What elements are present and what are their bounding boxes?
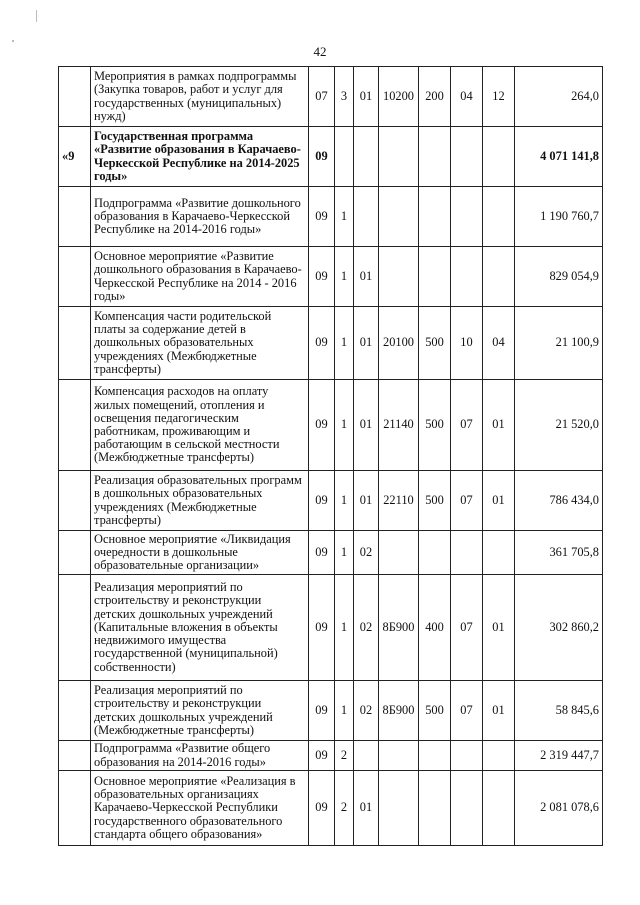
code-col-7 xyxy=(483,531,515,575)
expense-type-code xyxy=(419,247,451,307)
code-col-7 xyxy=(483,247,515,307)
expense-type-code: 500 xyxy=(419,307,451,380)
section-code: 09 xyxy=(309,681,335,741)
code-col-7: 01 xyxy=(483,471,515,531)
page-number: 42 xyxy=(313,44,327,59)
program-code: 01 xyxy=(354,471,379,531)
section-code: 09 xyxy=(309,307,335,380)
table-row xyxy=(59,771,603,846)
target-article-code: 8Б900 xyxy=(379,575,419,681)
code-col-7: 01 xyxy=(483,380,515,471)
table-row xyxy=(59,741,603,771)
program-code xyxy=(354,127,379,187)
expense-type-code: 400 xyxy=(419,575,451,681)
code-col-6 xyxy=(451,531,483,575)
item-name: Основное мероприятие «Развитие дошкольного образования в Карачаево-Черкесской Республике на 2014 - 2016 годы» xyxy=(91,247,309,307)
target-article-code: 21140 xyxy=(379,380,419,471)
section-code: 09 xyxy=(309,127,335,187)
item-name: Основное мероприятие «Реализация в образовательных организациях Карачаево-Черкесской Республики государственного образовательного стандарта общего образования» xyxy=(91,771,309,846)
row-number xyxy=(59,771,91,846)
code-col-6: 07 xyxy=(451,380,483,471)
table-row xyxy=(59,380,603,471)
subsection-code: 1 xyxy=(335,531,354,575)
row-number xyxy=(59,741,91,771)
code-col-7: 04 xyxy=(483,307,515,380)
amount: 1 190 760,7 xyxy=(515,187,603,247)
expense-type-code xyxy=(419,531,451,575)
amount: 302 860,2 xyxy=(515,575,603,681)
scan-artifact xyxy=(12,40,14,42)
amount: 786 434,0 xyxy=(515,471,603,531)
code-col-6 xyxy=(451,771,483,846)
subsection-code: 2 xyxy=(335,771,354,846)
expense-type-code xyxy=(419,741,451,771)
section-code: 09 xyxy=(309,741,335,771)
row-number xyxy=(59,307,91,380)
item-name: Компенсация расходов на оплату жилых помещений, отопления и освещения педагогическим работникам, проживающим и работающим в сельской местности (Межбюджетные трансферты) xyxy=(91,380,309,471)
expense-type-code: 500 xyxy=(419,380,451,471)
item-name: Мероприятия в рамках подпрограммы (Закупка товаров, работ и услуг для государственных (муниципальных) нужд) xyxy=(91,67,309,127)
section-code: 09 xyxy=(309,471,335,531)
section-code: 09 xyxy=(309,575,335,681)
item-name: Государственная программа «Развитие образования в Карачаево-Черкесской Республике на 2014-2025 годы» xyxy=(91,127,309,187)
expense-type-code: 500 xyxy=(419,471,451,531)
code-col-7 xyxy=(483,741,515,771)
code-col-6 xyxy=(451,187,483,247)
amount: 4 071 141,8 xyxy=(515,127,603,187)
expense-type-code: 500 xyxy=(419,681,451,741)
table-row xyxy=(59,307,603,380)
item-name: Основное мероприятие «Ликвидация очередности в дошкольные образовательные организации» xyxy=(91,531,309,575)
code-col-7 xyxy=(483,771,515,846)
program-code: 02 xyxy=(354,681,379,741)
amount: 2 081 078,6 xyxy=(515,771,603,846)
program-code: 02 xyxy=(354,575,379,681)
table-row xyxy=(59,187,603,247)
code-col-6: 04 xyxy=(451,67,483,127)
target-article-code: 8Б900 xyxy=(379,681,419,741)
program-code xyxy=(354,187,379,247)
subsection-code: 1 xyxy=(335,380,354,471)
section-code: 09 xyxy=(309,187,335,247)
program-code: 01 xyxy=(354,67,379,127)
target-article-code xyxy=(379,187,419,247)
code-col-7: 01 xyxy=(483,681,515,741)
table-row xyxy=(59,127,603,187)
subsection-code: 3 xyxy=(335,67,354,127)
target-article-code xyxy=(379,531,419,575)
amount: 21 520,0 xyxy=(515,380,603,471)
target-article-code xyxy=(379,771,419,846)
row-number xyxy=(59,471,91,531)
code-col-6: 07 xyxy=(451,471,483,531)
table-row xyxy=(59,575,603,681)
row-number xyxy=(59,531,91,575)
code-col-6 xyxy=(451,127,483,187)
code-col-7 xyxy=(483,187,515,247)
program-code: 01 xyxy=(354,307,379,380)
amount: 361 705,8 xyxy=(515,531,603,575)
amount: 58 845,6 xyxy=(515,681,603,741)
item-name: Реализация мероприятий по строительству и реконструкции детских дошкольных учреждений (Межбюджетные трансферты) xyxy=(91,681,309,741)
code-col-6: 10 xyxy=(451,307,483,380)
budget-table xyxy=(58,66,603,846)
code-col-6 xyxy=(451,741,483,771)
row-number: «9 xyxy=(59,127,91,187)
section-code: 09 xyxy=(309,247,335,307)
item-name: Подпрограмма «Развитие общего образования на 2014-2016 годы» xyxy=(91,741,309,771)
target-article-code xyxy=(379,247,419,307)
table-row xyxy=(59,531,603,575)
expense-type-code xyxy=(419,187,451,247)
expense-type-code xyxy=(419,771,451,846)
amount: 264,0 xyxy=(515,67,603,127)
amount: 2 319 447,7 xyxy=(515,741,603,771)
row-number xyxy=(59,67,91,127)
item-name: Подпрограмма «Развитие дошкольного образования в Карачаево-Черкесской Республике на 2014-2016 годы» xyxy=(91,187,309,247)
target-article-code: 10200 xyxy=(379,67,419,127)
target-article-code: 22110 xyxy=(379,471,419,531)
item-name: Реализация образовательных программ в дошкольных образовательных учреждениях (Межбюджетные трансферты) xyxy=(91,471,309,531)
code-col-7 xyxy=(483,127,515,187)
expense-type-code: 200 xyxy=(419,67,451,127)
subsection-code: 1 xyxy=(335,681,354,741)
row-number xyxy=(59,575,91,681)
section-code: 09 xyxy=(309,771,335,846)
target-article-code xyxy=(379,741,419,771)
subsection-code: 1 xyxy=(335,307,354,380)
item-name: Компенсация части родительской платы за содержание детей в дошкольных образовательных учреждениях (Межбюджетные трансферты) xyxy=(91,307,309,380)
code-col-6: 07 xyxy=(451,575,483,681)
scan-artifact xyxy=(36,10,37,22)
subsection-code: 2 xyxy=(335,741,354,771)
section-code: 09 xyxy=(309,380,335,471)
program-code: 02 xyxy=(354,531,379,575)
target-article-code: 20100 xyxy=(379,307,419,380)
subsection-code: 1 xyxy=(335,187,354,247)
code-col-7: 12 xyxy=(483,67,515,127)
section-code: 09 xyxy=(309,531,335,575)
code-col-6: 07 xyxy=(451,681,483,741)
subsection-code: 1 xyxy=(335,575,354,681)
row-number xyxy=(59,380,91,471)
subsection-code: 1 xyxy=(335,471,354,531)
item-name: Реализация мероприятий по строительству и реконструкции детских дошкольных учреждений (Капитальные вложения в объекты недвижимого имущества государственной (муниципальной) собственности) xyxy=(91,575,309,681)
subsection-code: 1 xyxy=(335,247,354,307)
program-code: 01 xyxy=(354,771,379,846)
subsection-code xyxy=(335,127,354,187)
row-number xyxy=(59,247,91,307)
table-row xyxy=(59,247,603,307)
target-article-code xyxy=(379,127,419,187)
amount: 829 054,9 xyxy=(515,247,603,307)
row-number xyxy=(59,681,91,741)
program-code: 01 xyxy=(354,247,379,307)
amount: 21 100,9 xyxy=(515,307,603,380)
section-code: 07 xyxy=(309,67,335,127)
table-row xyxy=(59,471,603,531)
expense-type-code xyxy=(419,127,451,187)
code-col-6 xyxy=(451,247,483,307)
row-number xyxy=(59,187,91,247)
table-row xyxy=(59,681,603,741)
code-col-7: 01 xyxy=(483,575,515,681)
program-code: 01 xyxy=(354,380,379,471)
program-code xyxy=(354,741,379,771)
table-row xyxy=(59,67,603,127)
